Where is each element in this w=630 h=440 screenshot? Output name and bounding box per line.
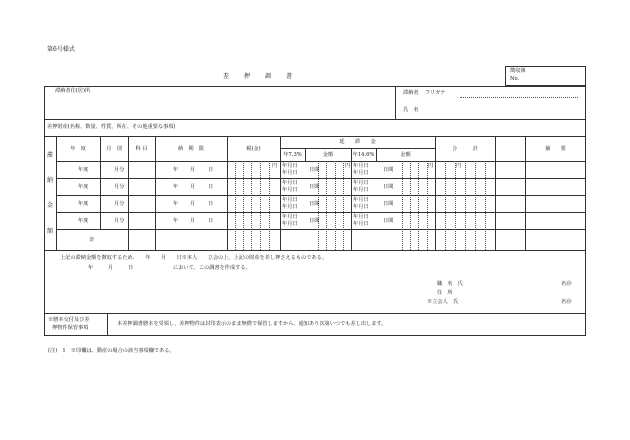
row-delay1-to: 年月日 — [282, 204, 298, 210]
row-due-day: 日 — [208, 184, 214, 190]
row-due-day: 日 — [208, 167, 214, 173]
row-yen-total: 円 — [456, 163, 462, 169]
row-delay2-from: 年月日 — [353, 214, 369, 220]
row-delay1-days: 日間 — [309, 167, 320, 173]
row-delay2-days: 日間 — [383, 201, 394, 207]
row-delay2-from: 年月日 — [353, 197, 369, 203]
footnote: (注) 1 ※印欄は、動産の場合の該当事項欄である。 — [48, 348, 175, 354]
row-delay1-days: 日間 — [309, 218, 320, 224]
row-due-month: 月 — [190, 218, 196, 224]
furigana-field[interactable] — [460, 97, 578, 98]
row-delay2-to: 年月日 — [353, 187, 369, 193]
header-rate1: 年7.3% — [283, 151, 302, 158]
witness-address-label: 住 所 — [437, 290, 453, 296]
row-delay2-to: 年月日 — [353, 221, 369, 227]
receipt-label: 徴収簿 — [510, 68, 526, 74]
row-year: 年度 — [78, 201, 89, 207]
row-year: 年度 — [78, 167, 89, 173]
row-delay2-days: 日間 — [383, 184, 394, 190]
row-year: 年度 — [78, 184, 89, 190]
statement-line2-day: 日 — [128, 265, 134, 271]
row-due-year: 年 — [173, 167, 179, 173]
header-amount2: 金額 — [400, 151, 411, 158]
row-month: 月分 — [114, 201, 125, 207]
property-label: 差押財産(名称、数量、性質、所在、その他重要な事項) — [47, 124, 176, 130]
row-year: 年度 — [78, 218, 89, 224]
officer-seal: 名㊞ — [561, 281, 572, 287]
row-delay1-from: 年月日 — [282, 180, 298, 186]
row-month: 月分 — [114, 218, 125, 224]
witness-label: ※立会人 氏 — [427, 299, 459, 305]
payer-address-label: 滞納者住(居)所 — [55, 88, 91, 94]
furigana-label: フリガナ — [425, 90, 446, 96]
row-delay2-to: 年月日 — [353, 204, 369, 210]
row-due-day: 日 — [208, 201, 214, 207]
row-delay1-to: 年月日 — [282, 170, 298, 176]
header-subject: 科 目 — [135, 145, 148, 152]
row-delay2-to: 年月日 — [353, 170, 369, 176]
header-remarks: 摘 要 — [545, 145, 566, 152]
document-title: 差 押 調 書 — [223, 73, 294, 80]
row-delay2-from: 年月日 — [353, 180, 369, 186]
note-label-1: ※謄本交付及び差 — [48, 317, 90, 323]
row-due-day: 日 — [208, 218, 214, 224]
row-due-year: 年 — [173, 201, 179, 207]
row-delay1-to: 年月日 — [282, 221, 298, 227]
row-delay2-days: 日間 — [383, 218, 394, 224]
side-label-3: 金 — [47, 202, 54, 209]
payer-name-label: 氏 名 — [403, 107, 419, 113]
row-delay1-to: 年月日 — [282, 187, 298, 193]
header-month: 月 別 — [106, 145, 122, 152]
row-month: 月分 — [114, 184, 125, 190]
side-label-2: 納 — [47, 177, 54, 184]
row-due-year: 年 — [173, 218, 179, 224]
row-delay1-from: 年月日 — [282, 197, 298, 203]
header-delay: 延 滞 金 — [339, 139, 376, 145]
row-month: 月分 — [114, 167, 125, 173]
note-text: 本差押調書謄本を受領し、差押物件は封印表示のまま無償で保管しますから、通知あり次第いつでも差し出します。 — [117, 321, 387, 327]
row-delay1-from: 年月日 — [282, 214, 298, 220]
row-due-month: 月 — [190, 167, 196, 173]
form-number: 第6号様式 — [47, 46, 75, 53]
side-label-4: 額 — [47, 228, 54, 235]
row-delay2-from: 年月日 — [353, 163, 369, 169]
row-due-year: 年 — [173, 184, 179, 190]
officer-label: 職 名 氏 — [437, 281, 463, 287]
row-yen-delay1: 円 — [345, 163, 351, 169]
row-due-month: 月 — [190, 201, 196, 207]
row-delay2-days: 日間 — [383, 167, 394, 173]
row-yen-delay2: 円 — [428, 163, 434, 169]
statement-line2-rest: において、この調書を作成する。 — [173, 265, 251, 271]
row-delay1-days: 日間 — [309, 201, 320, 207]
header-total: 合 計 — [452, 145, 478, 152]
total-label: 計 — [89, 236, 95, 243]
statement-line2-year: 年 — [88, 265, 94, 271]
statement-line1: 上記の滞納金額を徴収するため、 年 月 日※本人 立会の上、上記の財産を差し押さえるものである。 — [60, 255, 327, 261]
witness-seal: 名㊞ — [561, 299, 572, 305]
statement-line2-month: 月 — [108, 265, 114, 271]
header-due: 納 期 限 — [178, 145, 204, 152]
row-yen-tax: 円 — [272, 163, 278, 169]
header-year: 年 度 — [70, 145, 86, 152]
header-amount1: 金額 — [322, 151, 334, 158]
receipt-no: No. — [510, 76, 520, 82]
header-tax: 税(金) — [246, 145, 261, 152]
header-rate2: 年14.6% — [352, 151, 375, 158]
side-label-1: 滞 — [47, 152, 54, 159]
row-due-month: 月 — [190, 184, 196, 190]
payer-label: 滞納者 — [403, 90, 419, 96]
row-delay1-from: 年月日 — [282, 163, 298, 169]
note-label-2: 押物件保管事項 — [52, 325, 89, 331]
row-delay1-days: 日間 — [309, 184, 320, 190]
